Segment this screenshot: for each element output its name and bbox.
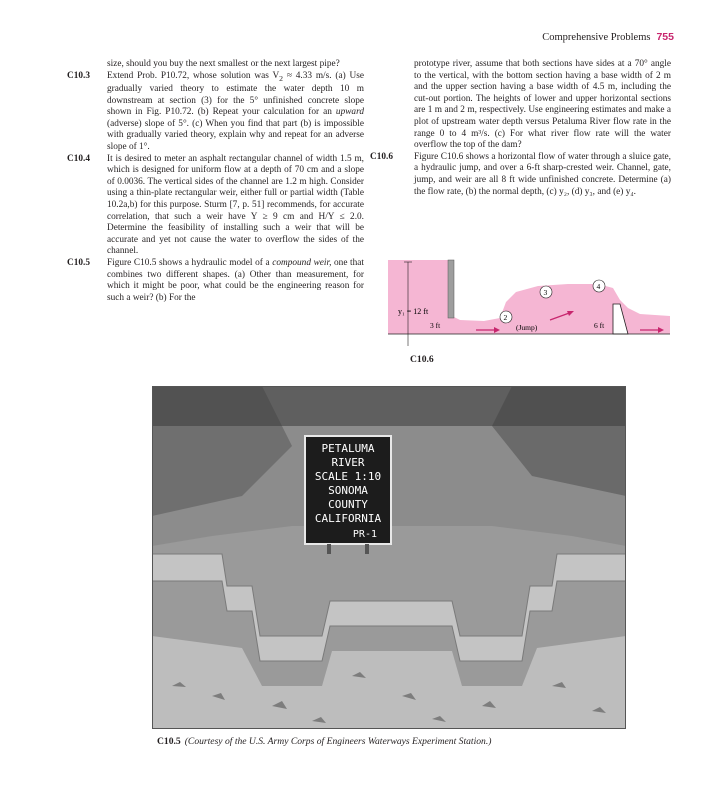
sign-post-right <box>365 544 369 554</box>
figure-caption <box>157 736 491 747</box>
problem-text-part: (adverse) slope of 5°. (c) When you find that part (b) is impossible with gradually varied theory, explain why and repeat for an adverse slope of 1°. <box>107 118 364 153</box>
dark-gravel-band <box>152 386 626 426</box>
sign-line: RIVER <box>331 456 365 469</box>
sign-line: CALIFORNIA <box>314 512 382 525</box>
sign-line: PR-1 <box>352 529 377 540</box>
section-3-label: 3 <box>543 288 548 297</box>
emphasis: compound weir, <box>272 257 332 268</box>
continuation-text-right: prototype river, assume that both sections have sides at a 70° angle to the vertical, with the bottom section having a base width of 2 m and the upper section having a base width of 4.5 m, including the cut-out portion. The heights of lower and upper horizontal sections are 1 m and 2 m, respectively. Use engineering estimates and make a plot of upstream water depth versus Petaluma River flow rate in the range 0 to 4 m³/s. (c) For what river flow rate will the water overflow the top of the dam? <box>414 59 671 151</box>
problem-text-part: Figure C10.5 shows a hydraulic model of a <box>107 257 273 268</box>
problem-label: C10.5 <box>67 257 90 268</box>
problem-text-part: one that combines two different shapes. (a) Other than measurement, for which it might be poor, what could be the engineering reason for such a weir? (b) For the <box>107 257 364 303</box>
section-2-label: 2 <box>503 313 508 322</box>
problem-c10-4 <box>67 153 364 258</box>
problem-label: C10.4 <box>67 153 90 164</box>
subscript: 2 <box>279 73 284 83</box>
problem-text-part: ≈ 4.33 m/s. <box>283 70 336 81</box>
problem-c10-3 <box>67 70 364 154</box>
problem-label: C10.3 <box>67 70 90 81</box>
gate-gap-label: 3 ft <box>430 321 441 330</box>
sign-line: SONOMA <box>328 484 368 497</box>
emphasis: upward <box>335 107 364 118</box>
right-column <box>370 59 671 198</box>
problem-text: Figure C10.6 shows a horizontal flow of water through a sluice gate, a hydraulic jump, and over a 6-ft sharp-crested weir. Channel, gate, jump, and weir are all 8 ft wide unfinished concrete. Determine (a) the flow rate, (b) the normal depth, (c) y₂, (d) y₃, and (e) y₄. <box>414 151 671 197</box>
figure-c10-6 <box>388 254 670 354</box>
sluice-gate <box>448 260 454 318</box>
figure-c10-6-label: C10.6 <box>410 354 434 365</box>
jump-label: (Jump) <box>516 323 538 332</box>
problem-text <box>107 71 364 154</box>
problem-c10-5 <box>67 257 364 304</box>
weir-height-label: 6 ft <box>594 321 605 330</box>
caption-label: C10.5 <box>157 736 181 747</box>
problem-text-part: Extend Prob. P10.72, whose solution was V <box>107 70 280 81</box>
problem-label: C10.6 <box>370 151 393 162</box>
sign-line: PETALUMA <box>321 442 375 455</box>
sign-line: COUNTY <box>328 498 368 511</box>
left-column <box>67 59 364 304</box>
caption-text: (Courtesy of the U.S. Army Corps of Engineers Waterways Experiment Station.) <box>184 736 492 747</box>
running-header <box>542 31 674 43</box>
sign-line: SCALE 1:10 <box>314 470 382 483</box>
problem-text: It is desired to meter an asphalt rectangular channel of width 1.5 m, which is designed for uniform flow at a depth of 70 cm and a slope of 0.0036. The vertical sides of the channel are 1.2 m high. Consider using a thin-plate rectangular weir, either full or partial width (Table 10.2a,b) for this purpose. Sturm [7, p. 51] recommends, for accurate correlation, that such a weir have Y ≥ 9 cm and H/Y ≤ 2.0. Determine the feasibility of installing such a weir that will be accurate and yet not cause the water to overflow the sides of the channel. <box>107 153 364 257</box>
problem-text-part: (a) Use gradually varied theory to estimate the water depth 10 m downstream at section (3) for the 5° unfinished concrete slope shown in Fig. P10.72. (b) Repeat your calculation for an <box>107 70 364 118</box>
problem-text <box>107 258 364 304</box>
sign-post-left <box>327 544 331 554</box>
hydraulic-model-photo <box>152 386 626 729</box>
page-number: 755 <box>656 31 674 43</box>
section-4-label: 4 <box>596 282 601 291</box>
y1-label: y₁ = 12 ft <box>398 307 429 316</box>
problem-c10-6 <box>370 151 671 198</box>
header-title: Comprehensive Problems <box>542 32 651 43</box>
continuation-text-left: size, should you buy the next smallest or the next largest pipe? <box>107 59 340 69</box>
